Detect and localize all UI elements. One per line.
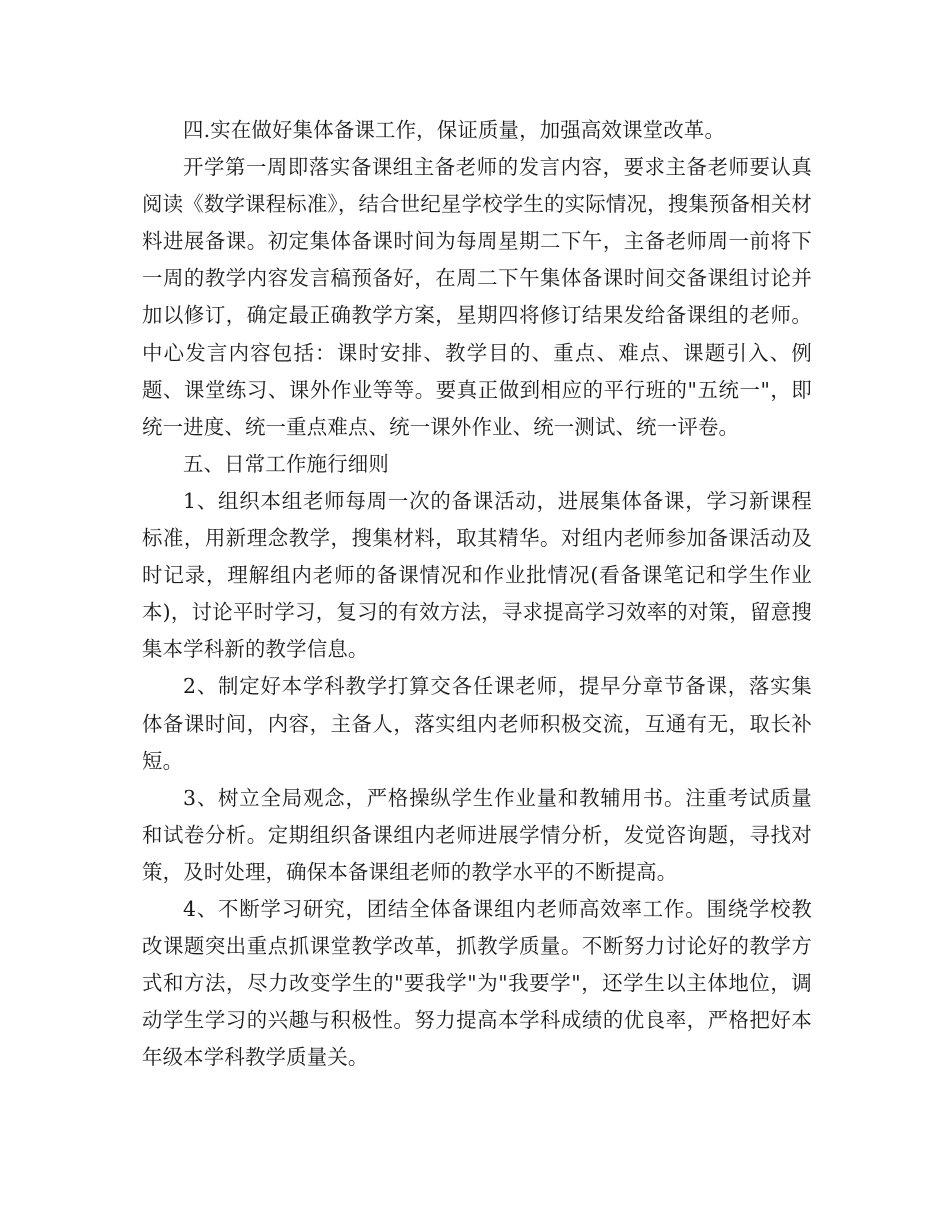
paragraph-rule-1: 1、组织本组老师每周一次的备课活动，进展集体备课，学习新课程标准，用新理念教学，搜集材料，取其精华。对组内老师参加备课活动及时记录，理解组内老师的备课情况和作业批情况(看备课笔记和学生作业本)，讨论平时学习，复习的有效方法，寻求提高学习效率的对策，留意搜集本学科新的教学信息。 (142, 488, 812, 662)
paragraph-rule-3: 3、树立全局观念，严格操纵学生作业量和教辅用书。注重考试质量和试卷分析。定期组织备课组内老师进展学情分析，发觉咨询题，寻找对策，及时处理，确保本备课组老师的教学水平的不断提高。 (142, 785, 812, 884)
paragraph-lesson-prep-details: 开学第一周即落实备课组主备老师的发言内容，要求主备老师要认真阅读《数学课程标准》，结合世纪星学校学生的实际情况，搜集预备相关材料进展备课。初定集体备课时间为每周星期二下午，主备老师周一前将下一周的教学内容发言稿预备好，在周二下午集体备课时间交备课组讨论并加以修订，确定最正确教学方案，星期四将修订结果发给备课组的老师。中心发言内容包括：课时安排、教学目的、重点、难点、课题引入、例题、课堂练习、课外作业等等。要真正做到相应的平行班的"五统一"，即统一进度、统一重点难点、统一课外作业、统一测试、统一评卷。 (142, 155, 812, 439)
document-body (142, 112, 812, 1076)
section-heading-collective-lesson-prep: 四.实在做好集体备课工作，保证质量，加强高效课堂改革。 (183, 118, 726, 142)
paragraph-rule-2: 2、制定好本学科教学打算交各任课老师，提早分章节备课，落实集体备课时间，内容，主备人，落实组内老师积极交流，互通有无，取长补短。 (142, 674, 812, 773)
section-heading-daily-work-rules: 五、日常工作施行细则 (183, 451, 389, 476)
paragraph-rule-4: 4、不断学习研究，团结全体备课组内老师高效率工作。围绕学校教改课题突出重点抓课堂教学改革，抓教学质量。不断努力讨论好的教学方式和方法，尽力改变学生的"要我学"为"我要学"，还学生以主体地位，调动学生学习的兴趣与积极性。努力提高本学科成绩的优良率，严格把好本年级本学科教学质量关。 (142, 896, 812, 1070)
